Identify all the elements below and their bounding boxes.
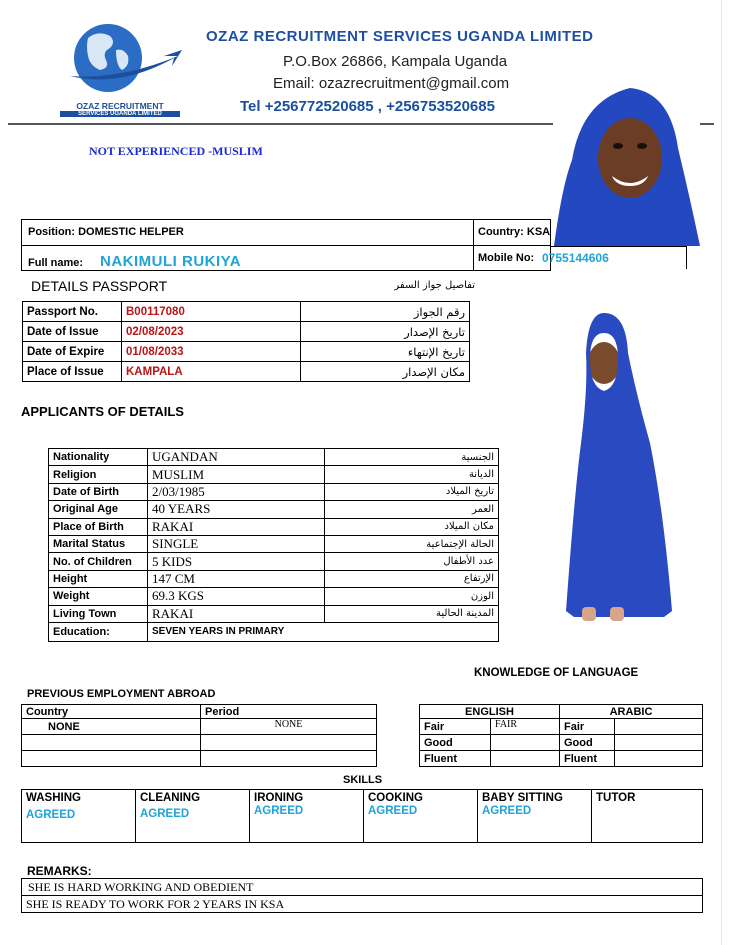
skill-name: COOKING	[368, 792, 423, 804]
detail-value: 147 CM	[148, 570, 325, 587]
detail-value: RAKAI	[148, 518, 325, 535]
english-level-label: Fluent	[420, 751, 491, 767]
detail-ar: الوزن	[325, 588, 499, 605]
skill-cell	[22, 790, 136, 843]
passport-row	[23, 322, 470, 342]
employment-period-value: NONE	[201, 719, 377, 735]
company-po-box: P.O.Box 26866, Kampala Uganda	[283, 53, 508, 70]
passport-row-label: Place of Issue	[23, 362, 122, 382]
detail-row	[49, 553, 499, 570]
skill-status: AGREED	[254, 805, 304, 817]
detail-value: MUSLIM	[148, 466, 325, 483]
detail-label: Date of Birth	[49, 483, 148, 500]
passport-row-value: 02/08/2023	[122, 322, 301, 342]
skill-name: TUTOR	[596, 792, 636, 804]
employment-country-header: Country	[22, 705, 201, 719]
passport-title-ar: تفاصيل جواز السفر	[394, 280, 475, 291]
skill-status: AGREED	[482, 805, 532, 817]
passport-row-ar: رقم الجواز	[301, 302, 470, 322]
employment-empty-cell	[201, 735, 377, 751]
detail-label: No. of Children	[49, 553, 148, 570]
skill-cell	[250, 790, 364, 843]
company-phone: Tel +256772520685 , +256753520685	[240, 98, 495, 115]
detail-label: Living Town	[49, 605, 148, 622]
detail-label: Place of Birth	[49, 518, 148, 535]
position-label: Position: DOMESTIC HELPER	[28, 226, 184, 238]
mobile-value: 0755144606	[542, 251, 609, 265]
skills-table	[21, 789, 703, 843]
detail-value: 5 KIDS	[148, 553, 325, 570]
detail-ar: تاريخ الميلاد	[325, 483, 499, 500]
english-level-label: Good	[420, 735, 491, 751]
english-level-value	[491, 751, 560, 767]
detail-value: UGANDAN	[148, 449, 325, 466]
detail-ar: الحالة الإجتماعية	[325, 535, 499, 552]
passport-row	[23, 362, 470, 382]
position-box-midline	[21, 245, 551, 246]
skill-cell	[136, 790, 250, 843]
mobile-label: Mobile No:	[478, 252, 535, 264]
passport-row-value: KAMPALA	[122, 362, 301, 382]
passport-row-value: B00117080	[122, 302, 301, 322]
skill-name: IRONING	[254, 792, 304, 804]
passport-row-ar: مكان الإصدار	[301, 362, 470, 382]
arabic-level-value	[615, 751, 703, 767]
passport-row-label: Passport No.	[23, 302, 122, 322]
detail-ar: الديانة	[325, 466, 499, 483]
detail-ar: الإرتفاع	[325, 570, 499, 587]
arabic-level-label: Fair	[560, 719, 615, 735]
detail-label: Religion	[49, 466, 148, 483]
applicant-full-photo	[550, 305, 680, 635]
header-divider	[8, 123, 553, 125]
detail-ar: العمر	[325, 501, 499, 518]
detail-label: Marital Status	[49, 535, 148, 552]
arabic-level-label: Good	[560, 735, 615, 751]
detail-row	[49, 518, 499, 535]
education-label: Education:	[49, 622, 148, 641]
employment-period-header: Period	[201, 705, 377, 719]
passport-row	[23, 342, 470, 362]
detail-row	[49, 466, 499, 483]
english-level-value: FAIR	[491, 719, 560, 735]
detail-row	[49, 483, 499, 500]
detail-ar: عدد الأطفال	[325, 553, 499, 570]
employment-empty-cell	[22, 751, 201, 767]
passport-row	[23, 302, 470, 322]
skill-cell	[592, 790, 703, 843]
language-arabic-header: ARABIC	[560, 705, 703, 719]
detail-row	[49, 588, 499, 605]
header-divider-right	[700, 123, 714, 125]
passport-row-ar: تاريخ الإنتهاء	[301, 342, 470, 362]
passport-row-label: Date of Issue	[23, 322, 122, 342]
passport-row-label: Date of Expire	[23, 342, 122, 362]
status-note: NOT EXPERIENCED -MUSLIM	[89, 144, 263, 158]
remarks-title: REMARKS:	[27, 864, 92, 878]
applicant-head-photo	[554, 84, 700, 246]
company-email: Email: ozazrecruitment@gmail.com	[273, 75, 510, 92]
applicant-details-table	[48, 448, 499, 642]
english-level-value	[491, 735, 560, 751]
employment-table	[21, 704, 377, 767]
education-row	[49, 622, 499, 641]
remarks-table	[21, 878, 703, 913]
passport-title: DETAILS PASSPORT	[31, 278, 168, 294]
detail-value: 2/03/1985	[148, 483, 325, 500]
skills-title: SKILLS	[343, 774, 383, 786]
page-edge-line	[721, 0, 722, 945]
detail-value: 69.3 KGS	[148, 588, 325, 605]
logo-text-line1: OZAZ RECRUITMENT	[76, 101, 164, 111]
employment-empty-cell	[201, 751, 377, 767]
country-label: Country: KSA	[478, 226, 551, 238]
skill-status: AGREED	[368, 805, 418, 817]
position-box-split	[473, 219, 474, 271]
detail-ar: مكان الميلاد	[325, 518, 499, 535]
applicant-details-title: APPLICANTS OF DETAILS	[21, 404, 184, 419]
language-english-header: ENGLISH	[420, 705, 560, 719]
employment-country-value: NONE	[22, 719, 201, 735]
remark-line: SHE IS READY TO WORK FOR 2 YEARS IN KSA	[22, 896, 703, 913]
employment-title: PREVIOUS EMPLOYMENT ABROAD	[27, 688, 216, 700]
skill-status: AGREED	[26, 809, 76, 821]
english-level-label: Fair	[420, 719, 491, 735]
arabic-level-value	[615, 735, 703, 751]
detail-value: RAKAI	[148, 605, 325, 622]
company-name: OZAZ RECRUITMENT SERVICES UGANDA LIMITED	[206, 28, 594, 45]
skill-cell	[478, 790, 592, 843]
full-name-label: Full name:	[28, 257, 84, 269]
passport-row-value: 01/08/2033	[122, 342, 301, 362]
detail-row	[49, 605, 499, 622]
passport-table	[22, 301, 470, 382]
detail-label: Original Age	[49, 501, 148, 518]
language-title: KNOWLEDGE OF LANGUAGE	[474, 667, 639, 679]
detail-ar: الجنسية	[325, 449, 499, 466]
language-table	[419, 704, 703, 767]
detail-label: Weight	[49, 588, 148, 605]
detail-ar: المدينة الحالية	[325, 605, 499, 622]
remark-line: SHE IS HARD WORKING AND OBEDIENT	[22, 879, 703, 896]
skill-name: CLEANING	[140, 792, 201, 804]
detail-label: Height	[49, 570, 148, 587]
passport-row-ar: تاريخ الإصدار	[301, 322, 470, 342]
arabic-level-value	[615, 719, 703, 735]
employment-empty-cell	[22, 735, 201, 751]
arabic-level-label: Fluent	[560, 751, 615, 767]
detail-value: 40 YEARS	[148, 501, 325, 518]
education-value: SEVEN YEARS IN PRIMARY	[148, 622, 499, 641]
skill-cell	[364, 790, 478, 843]
detail-row	[49, 501, 499, 518]
full-name-value: NAKIMULI RUKIYA	[100, 253, 242, 270]
logo-text-line2: SERVICES UGANDA LIMITED	[60, 111, 180, 117]
detail-value: SINGLE	[148, 535, 325, 552]
detail-label: Nationality	[49, 449, 148, 466]
detail-row	[49, 570, 499, 587]
detail-row	[49, 449, 499, 466]
skill-name: BABY SITTING	[482, 792, 563, 804]
skill-name: WASHING	[26, 792, 81, 804]
skill-status: AGREED	[140, 808, 190, 820]
detail-row	[49, 535, 499, 552]
